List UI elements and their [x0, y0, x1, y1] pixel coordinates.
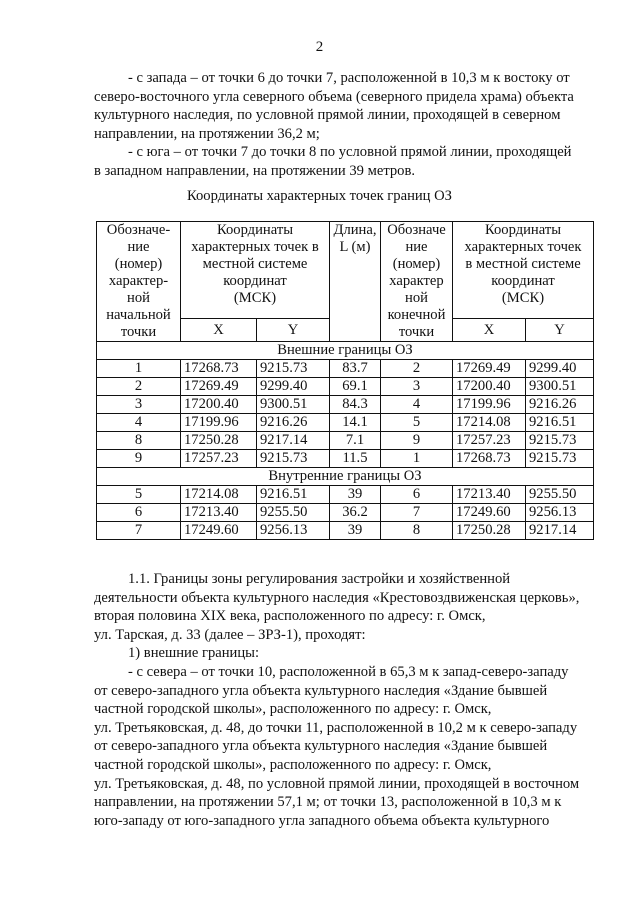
- table-cell: 17250.28: [453, 522, 526, 540]
- header-text-line: (МСК): [233, 290, 277, 306]
- table-cell: 9255.50: [526, 486, 594, 504]
- header-text-line: (номер): [114, 256, 163, 272]
- coordinates-table: [96, 221, 594, 540]
- table-cell: 9299.40: [526, 360, 594, 378]
- text-line: ул. Тарская, д. 33 (далее – ЗРЗ-1), проходят:: [94, 626, 366, 643]
- header-start-coordinates: [181, 222, 330, 319]
- text-line: частной городской школы», расположенного по адресу: г. Омск,: [94, 701, 492, 718]
- table-cell: 9216.51: [526, 414, 594, 432]
- header-text-line: характер: [389, 273, 444, 289]
- table-cell: 8: [97, 432, 181, 450]
- table-cell: 9216.26: [257, 414, 330, 432]
- table-cell: 17213.40: [181, 504, 257, 522]
- table-cell: 9256.13: [257, 522, 330, 540]
- header-text-line: конечной: [387, 307, 446, 323]
- table-cell: 17214.08: [453, 414, 526, 432]
- header-text-line: местной системе: [202, 256, 308, 272]
- table-row: [97, 396, 594, 414]
- text-line: в западном направлении, на протяжении 39 метров.: [94, 162, 416, 179]
- table-cell: 8: [381, 522, 453, 540]
- table-cell: 11.5: [330, 450, 381, 468]
- header-y: Y: [526, 319, 594, 342]
- text-line: 1.1. Границы зоны регулирования застройки и хозяйственной: [128, 571, 511, 587]
- table-cell: 83.7: [330, 360, 381, 378]
- table-cell: 9: [381, 432, 453, 450]
- table-cell: 9215.73: [526, 432, 594, 450]
- table-cell: 4: [97, 414, 181, 432]
- header-text-line: в местной системе: [465, 256, 581, 272]
- header-end-point: [381, 222, 453, 342]
- text-line: 1) внешние границы:: [128, 645, 260, 662]
- table-cell: 17268.73: [181, 360, 257, 378]
- table-cell: 17268.73: [453, 450, 526, 468]
- header-text-line: характер-: [108, 273, 169, 289]
- table-cell: 4: [381, 396, 453, 414]
- table-cell: 2: [97, 378, 181, 396]
- table-cell: 9215.73: [257, 450, 330, 468]
- section-title-outer: Внешние границы ОЗ: [97, 342, 594, 360]
- header-text-line: Длина,: [333, 222, 377, 238]
- header-text-line: ной: [405, 290, 428, 306]
- table-cell: 17249.60: [181, 522, 257, 540]
- table-cell: 6: [381, 486, 453, 504]
- table-cell: 5: [381, 414, 453, 432]
- table-cell: 17249.60: [453, 504, 526, 522]
- header-y: Y: [257, 319, 330, 342]
- text-line: юго-западу от юго-западного угла западного объема объекта культурного: [94, 812, 550, 829]
- table-cell: 69.1: [330, 378, 381, 396]
- header-text-line: Координаты: [484, 222, 562, 238]
- table-cell: 17269.49: [181, 378, 257, 396]
- table-cell: 6: [97, 504, 181, 522]
- header-text-line: (МСК): [501, 290, 545, 306]
- text-line: - с юга – от точки 7 до точки 8 по условной прямой линии, проходящей: [128, 144, 572, 161]
- header-text-line: Обозначе-: [106, 222, 171, 238]
- table-cell: 2: [381, 360, 453, 378]
- table-row: [97, 504, 594, 522]
- table-cell: 7: [97, 522, 181, 540]
- text-line: деятельности объекта культурного наследия «Крестовоздвиженская церковь»,: [94, 589, 580, 606]
- header-end-coordinates: [453, 222, 594, 319]
- table-cell: 14.1: [330, 414, 381, 432]
- text-line: культурного наследия, по условной прямой линии, проходящей в северном: [94, 107, 561, 124]
- table-cell: 17200.40: [453, 378, 526, 396]
- header-text-line: ние: [127, 239, 150, 255]
- text-line: направлении, на протяжении 57,1 м; от точки 13, расположенной в 10,3 м к: [94, 794, 562, 811]
- header-text-line: точки: [398, 324, 435, 340]
- table-cell: 17250.28: [181, 432, 257, 450]
- table-cell: 9216.26: [526, 396, 594, 414]
- table-row: [97, 378, 594, 396]
- table-cell: 17214.08: [181, 486, 257, 504]
- table-cell: 17213.40: [453, 486, 526, 504]
- table-cell: 17257.23: [453, 432, 526, 450]
- header-text-line: Обозначе: [387, 222, 446, 238]
- header-text-line: ной: [127, 290, 150, 306]
- text-line: от северо-западного угла объекта культурного наследия «Здание бывшей: [94, 682, 548, 699]
- table-cell: 9300.51: [257, 396, 330, 414]
- table-cell: 9300.51: [526, 378, 594, 396]
- text-line: ул. Третьяковская, д. 48, по условной прямой линии, проходящей в восточном: [94, 775, 580, 792]
- text-line: вторая половина XIX века, расположенного по адресу: г. Омск,: [94, 608, 486, 625]
- table-cell: 1: [381, 450, 453, 468]
- table-row: [97, 414, 594, 432]
- table-cell: 39: [330, 522, 381, 540]
- table-cell: 9217.14: [257, 432, 330, 450]
- table-row: [97, 432, 594, 450]
- table-cell: 9215.73: [257, 360, 330, 378]
- header-start-point: [97, 222, 181, 342]
- text-line: частной городской школы», расположенного по адресу: г. Омск,: [94, 756, 492, 773]
- table-cell: 9216.51: [257, 486, 330, 504]
- table-cell: 39: [330, 486, 381, 504]
- text-line: направлении, на протяжении 36,2 м;: [94, 125, 320, 142]
- header-text-line: координат: [491, 273, 555, 289]
- table-cell: 5: [97, 486, 181, 504]
- table-header-row: [97, 222, 594, 319]
- header-x: X: [453, 319, 526, 342]
- paragraph-west-south: [94, 69, 592, 181]
- table-cell: 3: [97, 396, 181, 414]
- table-cell: 17199.96: [453, 396, 526, 414]
- header-length: [330, 222, 381, 342]
- text-line: северо-восточного угла северного объема (северного придела храма) объекта: [94, 88, 574, 105]
- table-cell: 17257.23: [181, 450, 257, 468]
- table-cell: 84.3: [330, 396, 381, 414]
- header-text-line: точки: [120, 324, 157, 340]
- table-row: [97, 450, 594, 468]
- text-line: от северо-западного угла объекта культурного наследия «Здание бывшей: [94, 738, 548, 755]
- table-cell: 9215.73: [526, 450, 594, 468]
- table-cell: 17200.40: [181, 396, 257, 414]
- text-line: - с запада – от точки 6 до точки 7, расположенной в 10,3 м к востоку от: [128, 70, 570, 86]
- table-row: [97, 360, 594, 378]
- header-text-line: L (м): [339, 239, 371, 255]
- header-text-line: характерных точек: [464, 239, 582, 255]
- header-x: X: [181, 319, 257, 342]
- table-cell: 17199.96: [181, 414, 257, 432]
- table-cell: 3: [381, 378, 453, 396]
- table-cell: 36.2: [330, 504, 381, 522]
- table-cell: 7.1: [330, 432, 381, 450]
- table-caption: Координаты характерных точек границ ОЗ: [187, 188, 452, 204]
- header-text-line: Координаты: [216, 222, 294, 238]
- table-cell: 1: [97, 360, 181, 378]
- header-text-line: начальной: [106, 307, 171, 323]
- table-cell: 9: [97, 450, 181, 468]
- text-line: ул. Третьяковская, д. 48, до точки 11, расположенной в 10,2 м к северо-западу: [94, 719, 578, 736]
- header-text-line: ние: [405, 239, 428, 255]
- page-number: 2: [315, 39, 324, 55]
- table-cell: 7: [381, 504, 453, 522]
- header-text-line: координат: [223, 273, 287, 289]
- table-row: [97, 486, 594, 504]
- text-line: - с севера – от точки 10, расположенной в 65,3 м к запад-северо-западу: [128, 663, 569, 680]
- section-title-inner: Внутренние границы ОЗ: [97, 468, 594, 486]
- table-row: [97, 522, 594, 540]
- table-cell: 9256.13: [526, 504, 594, 522]
- header-text-line: характерных точек в: [191, 239, 319, 255]
- table-cell: 17269.49: [453, 360, 526, 378]
- paragraph-zrz-1: [94, 570, 592, 830]
- header-text-line: (номер): [392, 256, 441, 272]
- table-cell: 9217.14: [526, 522, 594, 540]
- table-cell: 9299.40: [257, 378, 330, 396]
- table-cell: 9255.50: [257, 504, 330, 522]
